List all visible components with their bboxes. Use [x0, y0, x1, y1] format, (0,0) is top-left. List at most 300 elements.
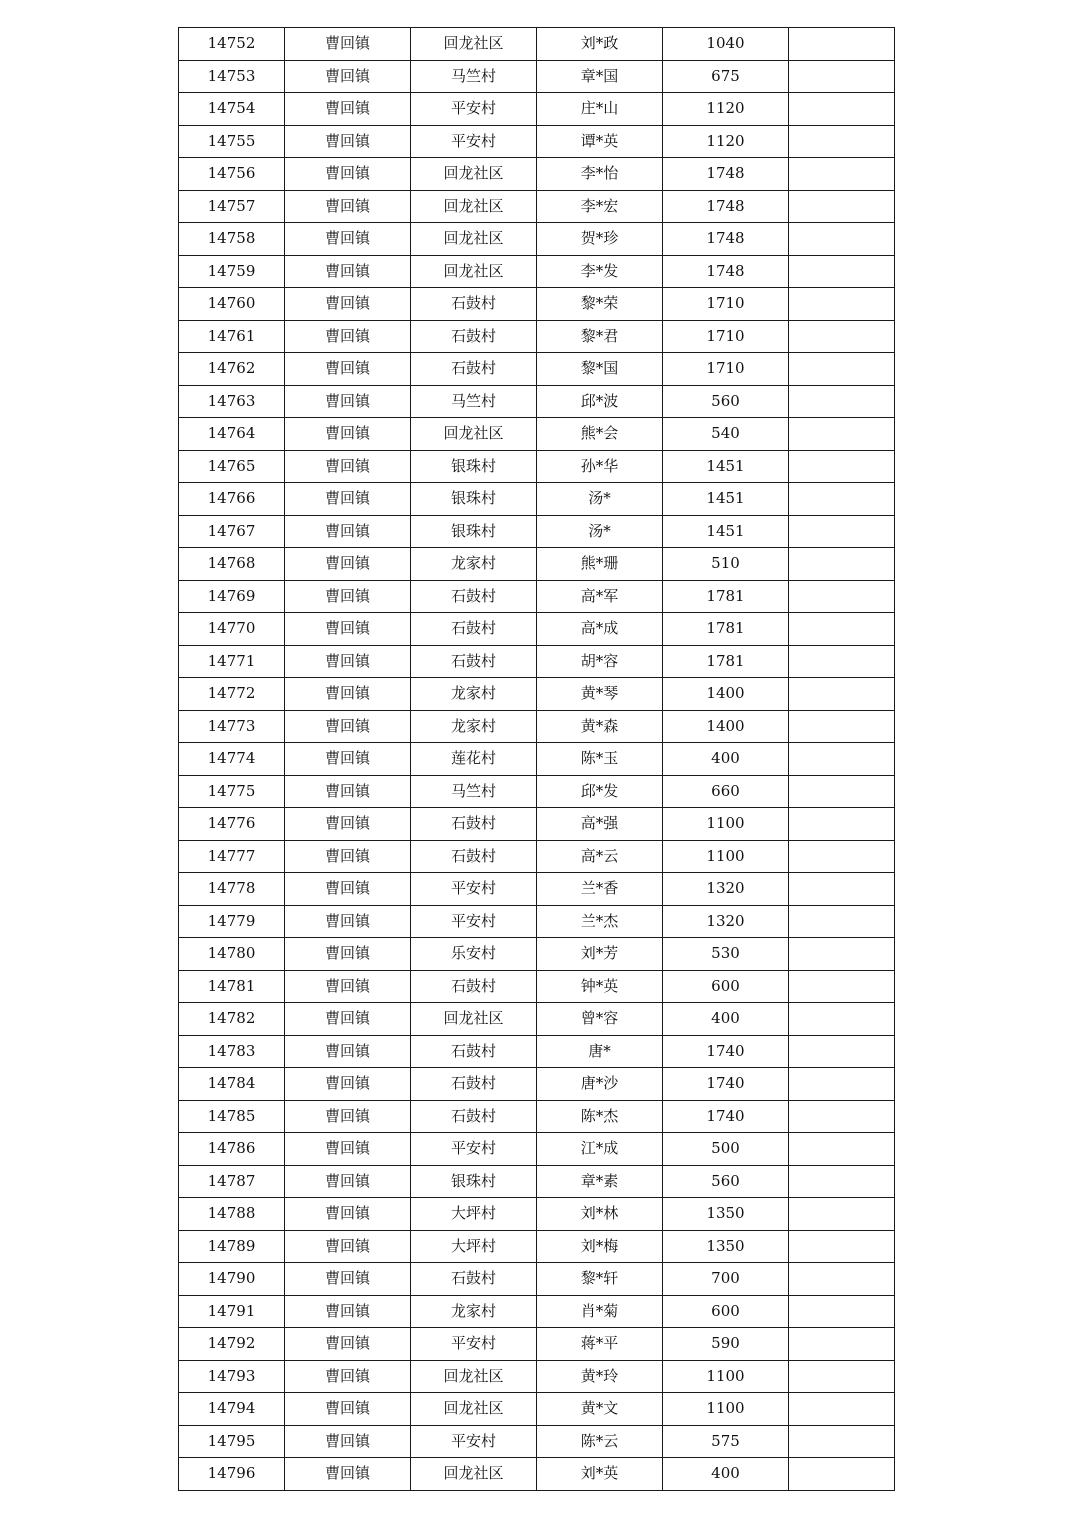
- cell-amount: 600: [663, 970, 789, 1003]
- cell-village: 龙家村: [411, 678, 537, 711]
- cell-town: 曹回镇: [285, 1133, 411, 1166]
- cell-note: [789, 515, 895, 548]
- cell-serial-number: 14788: [179, 1198, 285, 1231]
- cell-note: [789, 613, 895, 646]
- cell-name: 黄*文: [537, 1393, 663, 1426]
- table-row: [179, 288, 895, 321]
- cell-amount: 1740: [663, 1068, 789, 1101]
- cell-note: [789, 873, 895, 906]
- cell-village: 银珠村: [411, 515, 537, 548]
- cell-serial-number: 14760: [179, 288, 285, 321]
- cell-name: 兰*香: [537, 873, 663, 906]
- cell-name: 陈*玉: [537, 743, 663, 776]
- cell-town: 曹回镇: [285, 678, 411, 711]
- table-row: [179, 873, 895, 906]
- table-row: [179, 93, 895, 126]
- cell-village: 龙家村: [411, 1295, 537, 1328]
- cell-name: 刘*政: [537, 28, 663, 61]
- cell-amount: 1451: [663, 450, 789, 483]
- cell-note: [789, 158, 895, 191]
- cell-name: 章*素: [537, 1165, 663, 1198]
- cell-village: 石鼓村: [411, 1068, 537, 1101]
- cell-amount: 575: [663, 1425, 789, 1458]
- cell-town: 曹回镇: [285, 515, 411, 548]
- table-row: [179, 580, 895, 613]
- cell-note: [789, 320, 895, 353]
- cell-village: 平安村: [411, 1328, 537, 1361]
- cell-amount: 1320: [663, 905, 789, 938]
- cell-village: 平安村: [411, 873, 537, 906]
- cell-name: 李*宏: [537, 190, 663, 223]
- cell-town: 曹回镇: [285, 1263, 411, 1296]
- cell-note: [789, 60, 895, 93]
- cell-village: 石鼓村: [411, 1035, 537, 1068]
- cell-name: 高*强: [537, 808, 663, 841]
- cell-name: 江*成: [537, 1133, 663, 1166]
- cell-village: 石鼓村: [411, 353, 537, 386]
- cell-note: [789, 1100, 895, 1133]
- cell-village: 石鼓村: [411, 288, 537, 321]
- cell-village: 平安村: [411, 1425, 537, 1458]
- cell-village: 乐安村: [411, 938, 537, 971]
- cell-amount: 1400: [663, 678, 789, 711]
- cell-town: 曹回镇: [285, 255, 411, 288]
- cell-serial-number: 14754: [179, 93, 285, 126]
- table-row: [179, 710, 895, 743]
- cell-serial-number: 14790: [179, 1263, 285, 1296]
- cell-town: 曹回镇: [285, 1360, 411, 1393]
- cell-serial-number: 14752: [179, 28, 285, 61]
- cell-serial-number: 14763: [179, 385, 285, 418]
- cell-name: 黎*君: [537, 320, 663, 353]
- cell-amount: 675: [663, 60, 789, 93]
- cell-amount: 1100: [663, 808, 789, 841]
- cell-town: 曹回镇: [285, 60, 411, 93]
- cell-name: 熊*会: [537, 418, 663, 451]
- cell-serial-number: 14772: [179, 678, 285, 711]
- cell-name: 李*发: [537, 255, 663, 288]
- cell-note: [789, 450, 895, 483]
- table-row: [179, 1393, 895, 1426]
- cell-village: 石鼓村: [411, 645, 537, 678]
- cell-name: 陈*杰: [537, 1100, 663, 1133]
- cell-village: 平安村: [411, 1133, 537, 1166]
- cell-town: 曹回镇: [285, 320, 411, 353]
- cell-name: 肖*菊: [537, 1295, 663, 1328]
- cell-village: 石鼓村: [411, 613, 537, 646]
- cell-village: 石鼓村: [411, 580, 537, 613]
- cell-note: [789, 645, 895, 678]
- cell-amount: 1710: [663, 353, 789, 386]
- cell-name: 高*军: [537, 580, 663, 613]
- cell-name: 熊*珊: [537, 548, 663, 581]
- cell-note: [789, 905, 895, 938]
- cell-note: [789, 353, 895, 386]
- cell-name: 刘*梅: [537, 1230, 663, 1263]
- cell-town: 曹回镇: [285, 125, 411, 158]
- cell-village: 龙家村: [411, 710, 537, 743]
- cell-serial-number: 14778: [179, 873, 285, 906]
- table-row: [179, 1360, 895, 1393]
- cell-village: 龙家村: [411, 548, 537, 581]
- cell-note: [789, 775, 895, 808]
- cell-amount: 1350: [663, 1198, 789, 1231]
- cell-village: 回龙社区: [411, 255, 537, 288]
- cell-serial-number: 14777: [179, 840, 285, 873]
- cell-town: 曹回镇: [285, 28, 411, 61]
- cell-amount: 1100: [663, 840, 789, 873]
- cell-serial-number: 14753: [179, 60, 285, 93]
- cell-town: 曹回镇: [285, 808, 411, 841]
- cell-note: [789, 1198, 895, 1231]
- cell-town: 曹回镇: [285, 158, 411, 191]
- table-row: [179, 158, 895, 191]
- cell-serial-number: 14786: [179, 1133, 285, 1166]
- cell-name: 黎*国: [537, 353, 663, 386]
- table-row: [179, 938, 895, 971]
- cell-amount: 1350: [663, 1230, 789, 1263]
- cell-town: 曹回镇: [285, 418, 411, 451]
- cell-village: 回龙社区: [411, 1393, 537, 1426]
- cell-amount: 700: [663, 1263, 789, 1296]
- cell-serial-number: 14771: [179, 645, 285, 678]
- cell-name: 唐*沙: [537, 1068, 663, 1101]
- cell-note: [789, 1458, 895, 1491]
- table-row: [179, 808, 895, 841]
- cell-name: 刘*林: [537, 1198, 663, 1231]
- cell-name: 黎*荣: [537, 288, 663, 321]
- cell-serial-number: 14783: [179, 1035, 285, 1068]
- cell-note: [789, 1133, 895, 1166]
- cell-note: [789, 710, 895, 743]
- table-row: [179, 125, 895, 158]
- cell-village: 石鼓村: [411, 320, 537, 353]
- table-row: [179, 28, 895, 61]
- cell-serial-number: 14769: [179, 580, 285, 613]
- cell-village: 平安村: [411, 93, 537, 126]
- table-row: [179, 190, 895, 223]
- cell-village: 石鼓村: [411, 840, 537, 873]
- cell-village: 石鼓村: [411, 1100, 537, 1133]
- cell-village: 回龙社区: [411, 158, 537, 191]
- cell-serial-number: 14779: [179, 905, 285, 938]
- cell-serial-number: 14781: [179, 970, 285, 1003]
- table-row: [179, 60, 895, 93]
- cell-town: 曹回镇: [285, 970, 411, 1003]
- cell-note: [789, 1230, 895, 1263]
- cell-name: 陈*云: [537, 1425, 663, 1458]
- cell-town: 曹回镇: [285, 1003, 411, 1036]
- cell-note: [789, 125, 895, 158]
- cell-village: 银珠村: [411, 450, 537, 483]
- cell-name: 谭*英: [537, 125, 663, 158]
- cell-note: [789, 288, 895, 321]
- cell-town: 曹回镇: [285, 548, 411, 581]
- cell-note: [789, 28, 895, 61]
- cell-name: 唐*: [537, 1035, 663, 1068]
- cell-town: 曹回镇: [285, 1230, 411, 1263]
- cell-name: 高*云: [537, 840, 663, 873]
- cell-village: 回龙社区: [411, 1458, 537, 1491]
- cell-name: 李*怡: [537, 158, 663, 191]
- cell-village: 回龙社区: [411, 28, 537, 61]
- cell-serial-number: 14784: [179, 1068, 285, 1101]
- cell-village: 回龙社区: [411, 1003, 537, 1036]
- cell-note: [789, 1263, 895, 1296]
- cell-town: 曹回镇: [285, 385, 411, 418]
- cell-serial-number: 14764: [179, 418, 285, 451]
- cell-serial-number: 14765: [179, 450, 285, 483]
- cell-note: [789, 1165, 895, 1198]
- cell-village: 马竺村: [411, 60, 537, 93]
- cell-village: 平安村: [411, 905, 537, 938]
- cell-village: 大坪村: [411, 1230, 537, 1263]
- table-row: [179, 1068, 895, 1101]
- cell-town: 曹回镇: [285, 93, 411, 126]
- table-row: [179, 1328, 895, 1361]
- cell-amount: 400: [663, 743, 789, 776]
- cell-town: 曹回镇: [285, 645, 411, 678]
- cell-serial-number: 14755: [179, 125, 285, 158]
- cell-town: 曹回镇: [285, 190, 411, 223]
- table-row: [179, 1295, 895, 1328]
- cell-town: 曹回镇: [285, 1393, 411, 1426]
- cell-serial-number: 14758: [179, 223, 285, 256]
- cell-town: 曹回镇: [285, 288, 411, 321]
- cell-village: 石鼓村: [411, 808, 537, 841]
- cell-note: [789, 1360, 895, 1393]
- cell-village: 回龙社区: [411, 418, 537, 451]
- cell-amount: 500: [663, 1133, 789, 1166]
- cell-amount: 1120: [663, 125, 789, 158]
- cell-town: 曹回镇: [285, 1458, 411, 1491]
- table-row: [179, 1425, 895, 1458]
- cell-name: 钟*英: [537, 970, 663, 1003]
- cell-town: 曹回镇: [285, 1165, 411, 1198]
- cell-serial-number: 14795: [179, 1425, 285, 1458]
- cell-amount: 1748: [663, 255, 789, 288]
- table-row: [179, 320, 895, 353]
- cell-name: 蒋*平: [537, 1328, 663, 1361]
- table-row: [179, 613, 895, 646]
- cell-village: 回龙社区: [411, 190, 537, 223]
- cell-town: 曹回镇: [285, 938, 411, 971]
- cell-amount: 1748: [663, 190, 789, 223]
- cell-name: 孙*华: [537, 450, 663, 483]
- table-row: [179, 840, 895, 873]
- cell-amount: 400: [663, 1458, 789, 1491]
- cell-town: 曹回镇: [285, 710, 411, 743]
- cell-town: 曹回镇: [285, 1295, 411, 1328]
- cell-note: [789, 483, 895, 516]
- cell-name: 黄*玲: [537, 1360, 663, 1393]
- cell-amount: 1451: [663, 515, 789, 548]
- table-row: [179, 255, 895, 288]
- cell-note: [789, 1035, 895, 1068]
- cell-serial-number: 14773: [179, 710, 285, 743]
- cell-note: [789, 223, 895, 256]
- cell-town: 曹回镇: [285, 450, 411, 483]
- cell-amount: 1781: [663, 580, 789, 613]
- cell-name: 兰*杰: [537, 905, 663, 938]
- table-row: [179, 905, 895, 938]
- table-row: [179, 1458, 895, 1491]
- cell-name: 黎*轩: [537, 1263, 663, 1296]
- cell-serial-number: 14789: [179, 1230, 285, 1263]
- cell-village: 平安村: [411, 125, 537, 158]
- cell-town: 曹回镇: [285, 483, 411, 516]
- table-row: [179, 1035, 895, 1068]
- cell-village: 银珠村: [411, 483, 537, 516]
- cell-town: 曹回镇: [285, 1068, 411, 1101]
- cell-amount: 1740: [663, 1100, 789, 1133]
- cell-name: 贺*珍: [537, 223, 663, 256]
- cell-note: [789, 255, 895, 288]
- cell-serial-number: 14782: [179, 1003, 285, 1036]
- table-row: [179, 223, 895, 256]
- cell-note: [789, 840, 895, 873]
- cell-serial-number: 14775: [179, 775, 285, 808]
- cell-amount: 400: [663, 1003, 789, 1036]
- cell-name: 高*成: [537, 613, 663, 646]
- cell-note: [789, 580, 895, 613]
- cell-amount: 1710: [663, 288, 789, 321]
- cell-amount: 540: [663, 418, 789, 451]
- cell-serial-number: 14768: [179, 548, 285, 581]
- cell-note: [789, 93, 895, 126]
- table-row: [179, 353, 895, 386]
- cell-amount: 1320: [663, 873, 789, 906]
- cell-town: 曹回镇: [285, 905, 411, 938]
- cell-serial-number: 14780: [179, 938, 285, 971]
- table-row: [179, 1198, 895, 1231]
- cell-village: 回龙社区: [411, 1360, 537, 1393]
- cell-serial-number: 14770: [179, 613, 285, 646]
- cell-note: [789, 548, 895, 581]
- cell-town: 曹回镇: [285, 580, 411, 613]
- cell-amount: 1100: [663, 1393, 789, 1426]
- table-row: [179, 483, 895, 516]
- cell-name: 黄*琴: [537, 678, 663, 711]
- table-row: [179, 645, 895, 678]
- cell-note: [789, 1295, 895, 1328]
- cell-town: 曹回镇: [285, 840, 411, 873]
- cell-serial-number: 14791: [179, 1295, 285, 1328]
- cell-serial-number: 14796: [179, 1458, 285, 1491]
- cell-amount: 1781: [663, 645, 789, 678]
- cell-village: 石鼓村: [411, 970, 537, 1003]
- table-row: [179, 385, 895, 418]
- table-row: [179, 515, 895, 548]
- cell-amount: 1740: [663, 1035, 789, 1068]
- cell-amount: 1710: [663, 320, 789, 353]
- cell-amount: 1748: [663, 158, 789, 191]
- cell-amount: 1120: [663, 93, 789, 126]
- cell-name: 庄*山: [537, 93, 663, 126]
- cell-town: 曹回镇: [285, 775, 411, 808]
- cell-amount: 1040: [663, 28, 789, 61]
- table-row: [179, 548, 895, 581]
- table-row: [179, 1165, 895, 1198]
- cell-village: 马竺村: [411, 775, 537, 808]
- cell-serial-number: 14756: [179, 158, 285, 191]
- table-row: [179, 743, 895, 776]
- cell-note: [789, 1393, 895, 1426]
- cell-town: 曹回镇: [285, 353, 411, 386]
- table-row: [179, 678, 895, 711]
- cell-amount: 530: [663, 938, 789, 971]
- cell-serial-number: 14794: [179, 1393, 285, 1426]
- cell-name: 黄*森: [537, 710, 663, 743]
- cell-town: 曹回镇: [285, 1100, 411, 1133]
- cell-serial-number: 14761: [179, 320, 285, 353]
- cell-town: 曹回镇: [285, 613, 411, 646]
- cell-name: 邱*发: [537, 775, 663, 808]
- cell-serial-number: 14774: [179, 743, 285, 776]
- cell-serial-number: 14787: [179, 1165, 285, 1198]
- cell-town: 曹回镇: [285, 1035, 411, 1068]
- cell-serial-number: 14762: [179, 353, 285, 386]
- cell-town: 曹回镇: [285, 873, 411, 906]
- cell-amount: 660: [663, 775, 789, 808]
- cell-amount: 1781: [663, 613, 789, 646]
- cell-amount: 560: [663, 1165, 789, 1198]
- table-row: [179, 450, 895, 483]
- cell-amount: 1400: [663, 710, 789, 743]
- table-row: [179, 970, 895, 1003]
- cell-name: 刘*英: [537, 1458, 663, 1491]
- cell-serial-number: 14793: [179, 1360, 285, 1393]
- cell-town: 曹回镇: [285, 1328, 411, 1361]
- cell-village: 大坪村: [411, 1198, 537, 1231]
- cell-note: [789, 385, 895, 418]
- cell-serial-number: 14785: [179, 1100, 285, 1133]
- table-row: [179, 1100, 895, 1133]
- cell-village: 石鼓村: [411, 1263, 537, 1296]
- cell-note: [789, 190, 895, 223]
- cell-town: 曹回镇: [285, 1198, 411, 1231]
- cell-amount: 510: [663, 548, 789, 581]
- cell-note: [789, 1425, 895, 1458]
- cell-name: 刘*芳: [537, 938, 663, 971]
- table-row: [179, 418, 895, 451]
- cell-name: 胡*容: [537, 645, 663, 678]
- cell-town: 曹回镇: [285, 1425, 411, 1458]
- data-table: [178, 27, 895, 1491]
- cell-village: 莲花村: [411, 743, 537, 776]
- cell-serial-number: 14757: [179, 190, 285, 223]
- cell-serial-number: 14767: [179, 515, 285, 548]
- cell-amount: 560: [663, 385, 789, 418]
- cell-name: 汤*: [537, 515, 663, 548]
- table-row: [179, 1230, 895, 1263]
- cell-note: [789, 743, 895, 776]
- cell-note: [789, 938, 895, 971]
- cell-serial-number: 14776: [179, 808, 285, 841]
- cell-town: 曹回镇: [285, 223, 411, 256]
- cell-village: 马竺村: [411, 385, 537, 418]
- cell-note: [789, 1328, 895, 1361]
- cell-village: 回龙社区: [411, 223, 537, 256]
- cell-serial-number: 14766: [179, 483, 285, 516]
- table-body: [179, 28, 895, 1491]
- table-row: [179, 775, 895, 808]
- cell-town: 曹回镇: [285, 743, 411, 776]
- cell-name: 汤*: [537, 483, 663, 516]
- cell-amount: 1748: [663, 223, 789, 256]
- cell-note: [789, 1003, 895, 1036]
- cell-village: 银珠村: [411, 1165, 537, 1198]
